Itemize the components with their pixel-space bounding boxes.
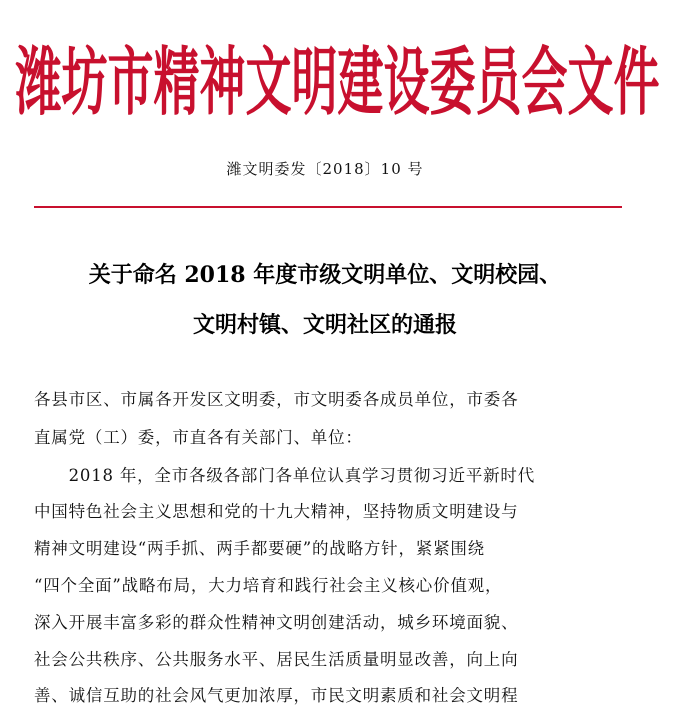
masthead-title: 潍坊市精神文明建设委员会文件 (15, 38, 660, 126)
red-separator-line (34, 206, 622, 208)
document-number: 潍文明委发〔2018〕10 号 (226, 160, 424, 178)
body-line: 深入开展丰富多彩的群众性精神文明创建活动，城乡环境面貌、 (34, 613, 519, 632)
body-line: 各县市区、市属各开发区文明委，市文明委各成员单位，市委各 (34, 390, 519, 409)
body-line: 善、诚信互助的社会风气更加浓厚，市民文明素质和社会文明程 (34, 686, 519, 705)
body-line: 2018 年，全市各级各部门各单位认真学习贯彻习近平新时代 (34, 466, 536, 485)
notice-title-line-1: 关于命名 2018 年度市级文明单位、文明校园、 (88, 262, 562, 288)
notice-title-line-2: 文明村镇、文明社区的通报 (192, 312, 457, 338)
body-line: 中国特色社会主义思想和党的十九大精神，坚持物质文明建设与 (34, 502, 519, 521)
body-line: 精神文明建设“两手抓、两手都要硬”的战略方针，紧紧围绕 (34, 539, 485, 558)
body-line: 直属党（工）委，市直各有关部门、单位： (34, 428, 363, 447)
body-line: 社会公共秩序、公共服务水平、居民生活质量明显改善，向上向 (34, 650, 519, 669)
body-line: “四个全面”战略布局，大力培育和践行社会主义核心价值观， (34, 576, 503, 595)
